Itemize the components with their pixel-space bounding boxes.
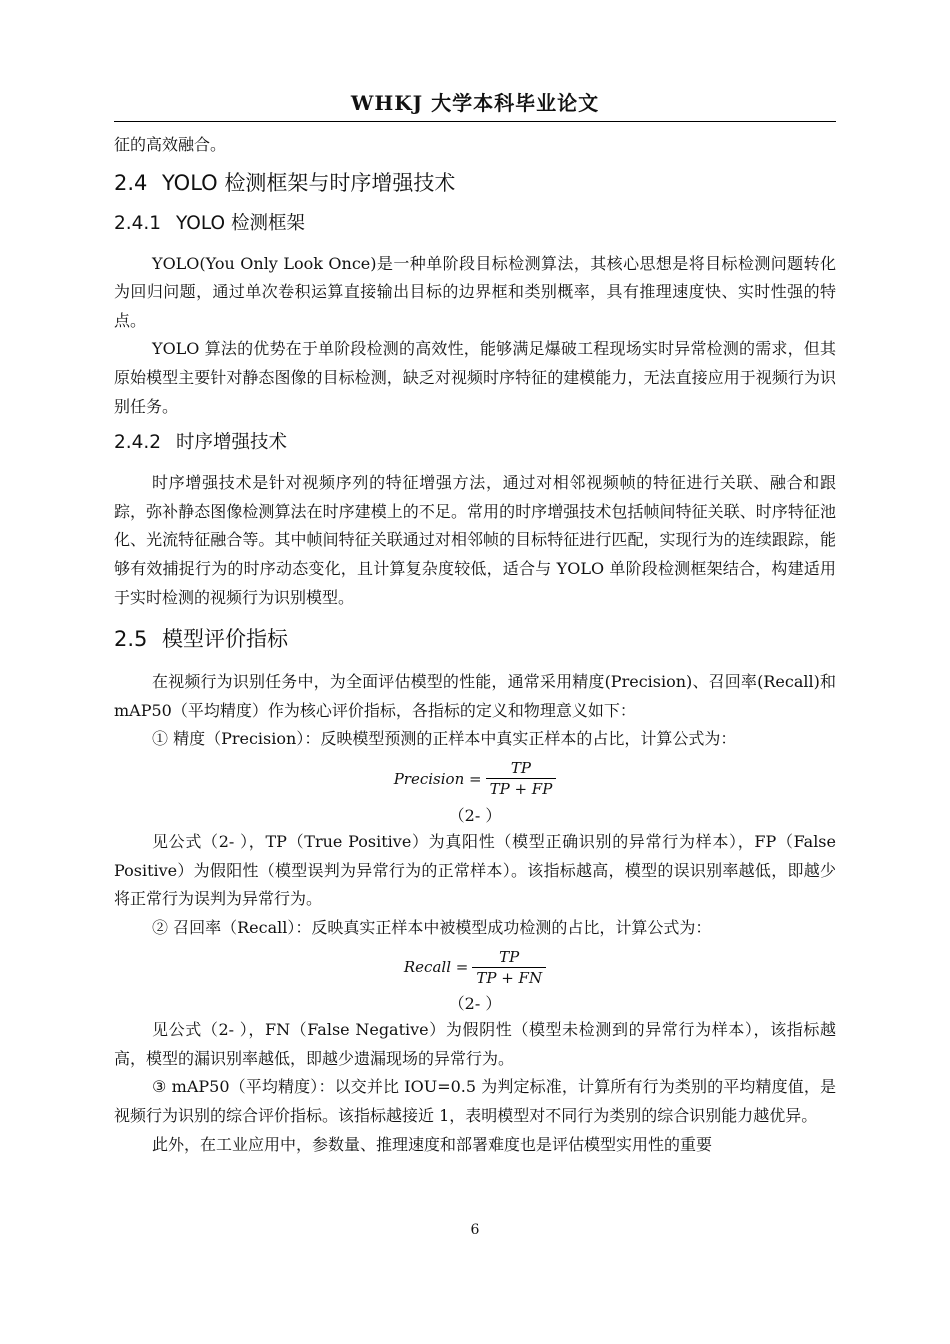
paragraph-continuation: 征的高效融合。 (114, 135, 227, 154)
fraction-denominator: TP + FN (472, 967, 546, 988)
paragraph: 在视频行为识别任务中，为全面评估模型的性能，通常采用精度(Precision)、召回率(Recall)和 mAP50（平均精度）作为核心评价指标，各指标的定义和物理意义如下： (114, 672, 836, 720)
paragraph: ② 召回率（Recall）：反映真实正样本中被模型成功检测的占比，计算公式为： (152, 917, 712, 937)
equation-recall (114, 942, 836, 992)
fraction-numerator: TP (499, 947, 520, 966)
section-number: 2.4 (114, 170, 148, 195)
fraction-denominator: TP + FP (486, 778, 557, 799)
page-header: WHKJ 大学本科毕业论文 (350, 91, 600, 115)
subsection-heading-2-4-1 (114, 210, 836, 238)
section-title: YOLO 检测框架与时序增强技术 (162, 170, 456, 195)
paragraph: 此外，在工业应用中，参数量、推理速度和部署难度也是评估模型实用性的重要 (152, 1134, 713, 1154)
paragraph: YOLO(You Only Look Once)是一种单阶段目标检测算法，其核心思想是将目标检测问题转化为回归问题，通过单次卷积运算直接输出目标的边界框和类别概率，具有推理速度快、实时性强的特点。 (114, 253, 836, 330)
page-body (114, 131, 836, 1159)
equation-number: （2- ） (448, 994, 502, 1014)
section-heading-2-5 (114, 624, 836, 654)
subsection-number: 2.4.1 (114, 212, 162, 234)
fraction (472, 947, 546, 988)
equation-lhs: Recall = (403, 958, 469, 977)
subsection-title: 时序增强技术 (176, 432, 288, 454)
section-number: 2.5 (114, 627, 148, 652)
equation-precision (114, 754, 836, 804)
page-number: 6 (470, 1222, 480, 1238)
subsection-number: 2.4.2 (114, 432, 162, 454)
paragraph: 见公式（2- ），FN（False Negative）为假阴性（模型未检测到的异常行为样本），该指标越高，模型的漏识别率越低，即越少遗漏现场的异常行为。 (114, 1020, 836, 1068)
paragraph: ③ mAP50（平均精度）：以交并比 IOU=0.5 为判定标准，计算所有行为类别的平均精度值，是视频行为识别的综合评价指标。该指标越接近 1，表明模型对不同行为类别的综合识别能力越优异。 (114, 1077, 836, 1126)
equation-number: （2- ） (448, 805, 502, 825)
paragraph: YOLO 算法的优势在于单阶段检测的高效性，能够满足爆破工程现场实时异常检测的需求，但其原始模型主要针对静态图像的目标检测，缺乏对视频时序特征的建模能力，无法直接应用于视频行为识别任务。 (114, 339, 836, 416)
paragraph: ① 精度（Precision）：反映模型预测的正样本中真实正样本的占比，计算公式为： (152, 729, 737, 749)
subsection-title: YOLO 检测框架 (176, 212, 305, 234)
fraction-numerator: TP (510, 759, 531, 778)
subsection-heading-2-4-2 (114, 429, 836, 457)
equation-lhs: Precision = (393, 769, 482, 788)
paragraph: 见公式（2- ），TP（True Positive）为真阳性（模型正确识别的异常行为样本），FP（False Positive）为假阳性（模型误判为异常行为的正常样本）。该指标越高，模型的误识别率越低，即越少将正常行为误判为异常行为。 (114, 831, 836, 909)
section-heading-2-4 (114, 168, 836, 198)
header-rule (114, 121, 836, 122)
section-title: 模型评价指标 (162, 627, 288, 652)
paragraph: 时序增强技术是针对视频序列的特征增强方法，通过对相邻视频帧的特征进行关联、融合和跟踪，弥补静态图像检测算法在时序建模上的不足。常用的时序增强技术包括帧间特征关联、时序特征池化、光流特征融合等。其中帧间特征关联通过对相邻帧的目标特征进行匹配，实现行为的连续跟踪，能够有效捕捉行为的时序动态变化，且计算复杂度较低，适合与 YOLO 单阶段检测框架结合，构建适用于实时检测的视频行为识别模型。 (114, 473, 836, 607)
fraction (486, 758, 557, 799)
